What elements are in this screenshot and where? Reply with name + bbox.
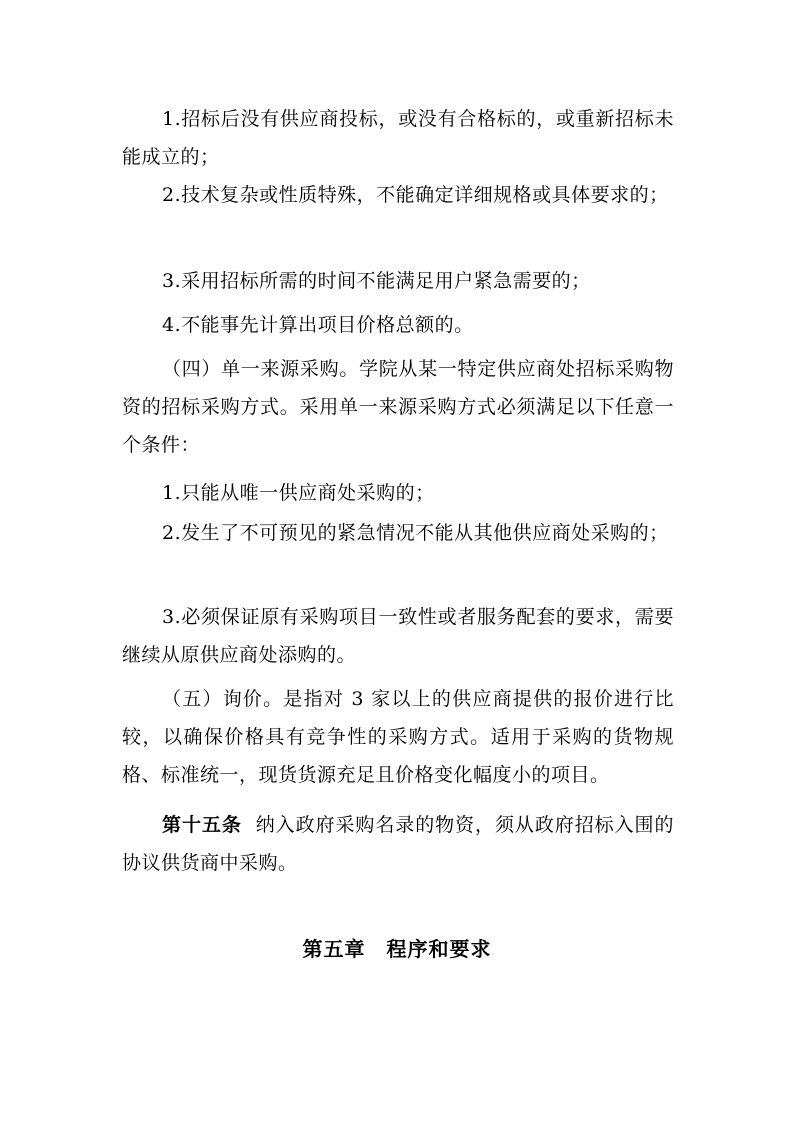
chapter-title: 第五章 程序和要求 — [302, 937, 492, 961]
paragraph-single-source-cond-2: 2.发生了不可预见的紧急情况不能从其他供应商处采购的； — [162, 522, 669, 544]
paragraph-single-source: （四）单一来源采购。学院从某一特定供应商处招标采购物资的招标采购方式。采用单一来源采购方式必须满足以下任意一个条件： — [122, 358, 674, 456]
paragraph-item-2: 2.技术复杂或性质特殊，不能确定详细规格或具体要求的； — [162, 184, 669, 206]
paragraph-inquiry: （五）询价。是指对 3 家以上的供应商提供的报价进行比较，以确保价格具有竞争性的采购方式。适用于采购的货物规格、标准统一，现货货源充足且价格变化幅度小的项目。 — [122, 688, 674, 786]
paragraph-single-source-cond-1: 1.只能从唯一供应商处采购的； — [162, 482, 435, 504]
paragraph-item-1: 1.招标后没有供应商投标，或没有合格标的，或重新招标未能成立的； — [122, 108, 674, 168]
article-15-heading: 第十五条 — [162, 814, 242, 836]
paragraph-single-source-cond-3: 3.必须保证原有采购项目一致性或者服务配套的要求，需要继续从原供应商处添购的。 — [122, 606, 674, 666]
paragraph-article-15 — [122, 806, 674, 882]
paragraph-item-4: 4.不能事先计算出项目价格总额的。 — [162, 314, 474, 336]
paragraph-item-3: 3.采用招标所需的时间不能满足用户紧急需要的； — [162, 270, 591, 292]
article-15-body: 纳入政府采购名录的物资，须从政府招标入围的协议供货商中采购。 — [122, 814, 674, 874]
